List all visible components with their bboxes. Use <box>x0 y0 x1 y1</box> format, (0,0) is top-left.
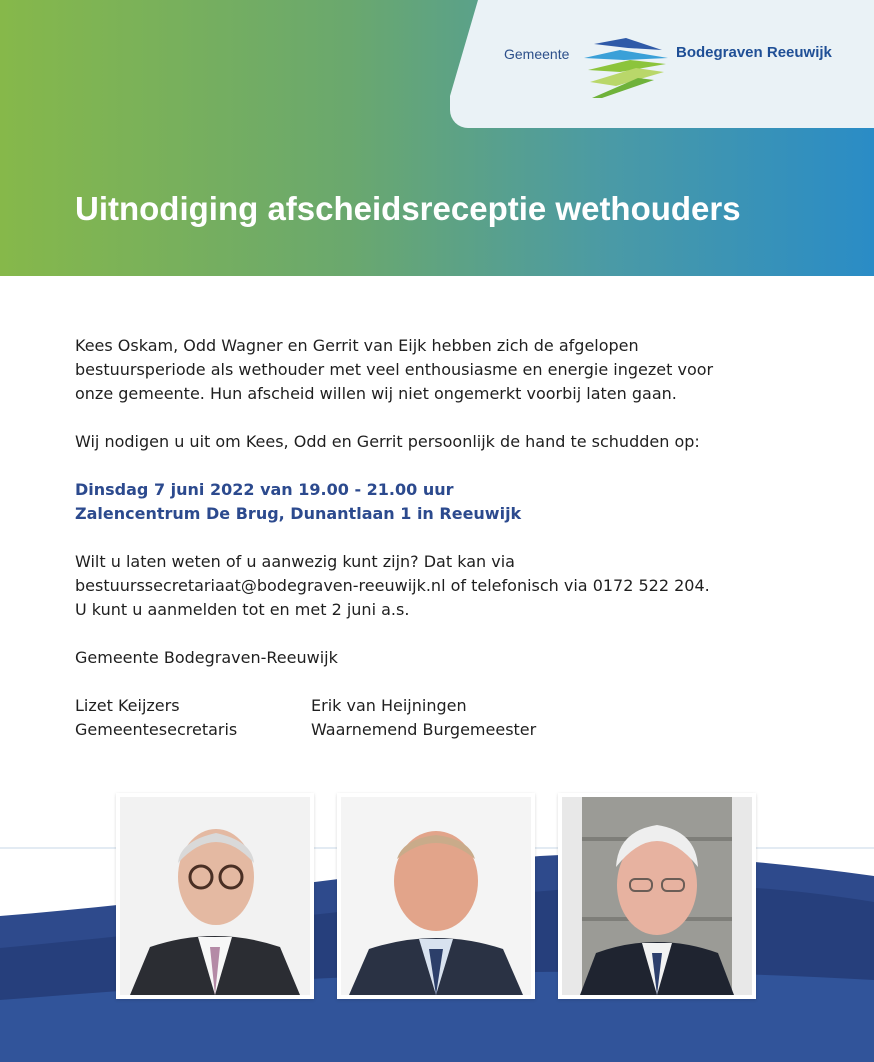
logo-prefix: Gemeente <box>504 46 570 62</box>
portrait-photo <box>337 793 535 999</box>
intro-paragraph: Kees Oskam, Odd Wagner en Gerrit van Eijk hebben zich de afgelopen bestuursperiode als wethouder met veel enthousiasme en energie ingezet voor onze gemeente. Hun afscheid willen wij niet ongemerkt voorbij laten gaan. <box>75 336 714 403</box>
rsvp-paragraph <box>75 550 755 622</box>
signatory-role: Gemeentesecretaris <box>75 720 238 739</box>
logo-name: Bodegraven Reeuwijk <box>676 44 832 61</box>
event-date: Dinsdag 7 juni 2022 van 19.00 - 21.00 uur <box>75 480 454 499</box>
closing-line: Gemeente Bodegraven-Reeuwijk <box>75 648 338 667</box>
invitation-body <box>75 334 755 742</box>
rsvp-line-1: Wilt u laten weten of u aanwezig kunt zijn? Dat kan via <box>75 552 515 571</box>
invitation-paragraph: Wij nodigen u uit om Kees, Odd en Gerrit persoonlijk de hand te schudden op: <box>75 432 700 451</box>
signatory-name: Erik van Heijningen <box>311 696 467 715</box>
event-location: Zalencentrum De Brug, Dunantlaan 1 in Reeuwijk <box>75 504 522 523</box>
signatory-role: Waarnemend Burgemeester <box>311 720 537 739</box>
signatory <box>75 694 311 742</box>
signatures <box>75 694 755 742</box>
rsvp-line-2: bestuurssecretariaat@bodegraven-reeuwijk.nl of telefonisch via 0172 522 204. <box>75 576 710 595</box>
rsvp-line-3: U kunt u aanmelden tot en met 2 juni a.s. <box>75 600 410 619</box>
event-details <box>75 478 755 526</box>
signatory-name: Lizet Keijzers <box>75 696 180 715</box>
page-title: Uitnodiging afscheidsreceptie wethouders <box>75 190 741 227</box>
municipality-logo-icon <box>580 36 672 100</box>
portrait-photo <box>558 793 756 999</box>
signatory <box>311 694 547 742</box>
portrait-photo <box>116 793 314 999</box>
